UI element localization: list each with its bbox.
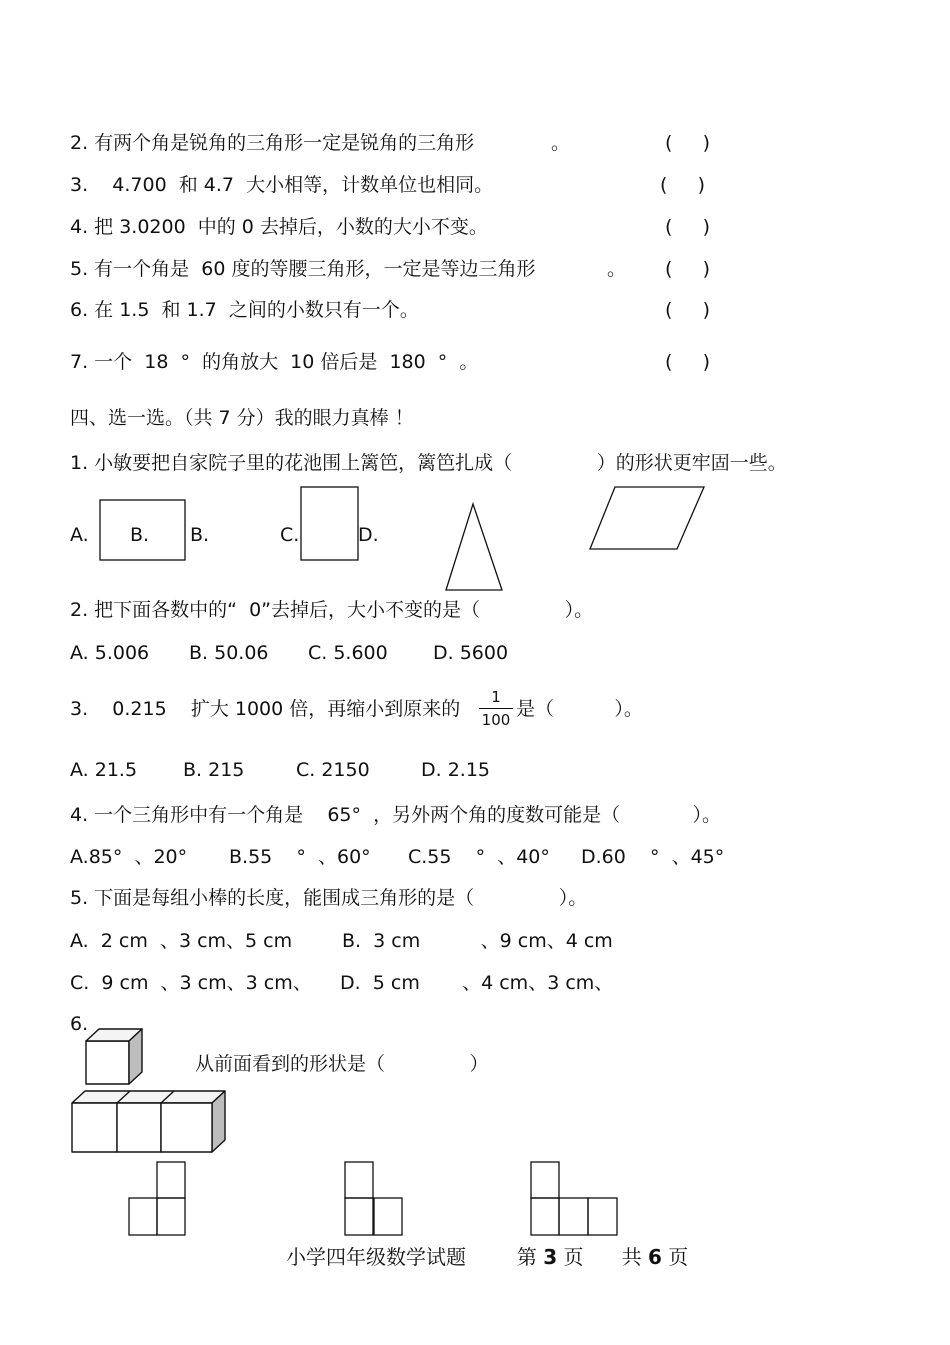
judge-q6-text: 6. 在 1.5 和 1.7 之间的小数只有一个。 bbox=[70, 299, 419, 321]
footer bbox=[286, 1241, 688, 1270]
choice-q2-option-b[interactable]: B. 50.06 bbox=[189, 642, 269, 664]
choice-q1-option-a[interactable]: A. bbox=[70, 524, 89, 546]
footer-title: 小学四年级数学试题 bbox=[286, 1245, 466, 1269]
choice-q6-number: 6. bbox=[70, 1013, 89, 1035]
footer-page-post: 页 bbox=[557, 1245, 584, 1269]
choice-q5-text: 5. 下面是每组小棒的长度，能围成三角形的是（ ）。 bbox=[70, 887, 588, 909]
section-4-heading: 四、选一选。（共 7 分）我的眼力真棒 ！ bbox=[70, 407, 414, 429]
parallelogram-figure bbox=[588, 485, 706, 551]
choice-q5-option-d[interactable]: D. 5 cm 、4 cm、3 cm、 bbox=[340, 972, 614, 994]
judge-q5-answer-paren[interactable]: ( ) bbox=[665, 258, 711, 280]
choice-q4-option-a[interactable]: A.85° 、20° bbox=[70, 846, 188, 868]
fraction-one-hundredth bbox=[479, 688, 513, 729]
fraction-bar bbox=[479, 708, 513, 709]
footer-page-pre: 第 bbox=[516, 1245, 544, 1269]
judge-q3-answer-paren[interactable]: ( ) bbox=[660, 174, 706, 196]
choice-q3-option-b[interactable]: B. 215 bbox=[183, 759, 245, 781]
judge-q4-answer-paren[interactable]: ( ) bbox=[665, 216, 711, 238]
choice-q3-option-d[interactable]: D. 2.15 bbox=[421, 759, 491, 781]
footer-total-post: 页 bbox=[661, 1245, 689, 1269]
footer-total-pages: 6 bbox=[648, 1245, 662, 1269]
judge-q5-end: 。 bbox=[607, 258, 627, 280]
choice-q1-text: 1. 小敏要把自家院子里的花池围上篱笆，篱笆扎成（ ）的形状更牢固一些。 bbox=[70, 452, 787, 474]
choice-q5-option-a[interactable]: A. 2 cm 、3 cm、5 cm bbox=[70, 930, 293, 952]
footer-page-number: 3 bbox=[543, 1245, 558, 1269]
fraction-denominator: 100 bbox=[481, 711, 511, 729]
choice-q5-option-c[interactable]: C. 9 cm 、3 cm、3 cm、 bbox=[70, 972, 312, 994]
judge-q6-answer-paren[interactable]: ( ) bbox=[665, 299, 711, 321]
choice-q1-option-d[interactable]: D. bbox=[358, 524, 379, 546]
judge-q7-answer-paren[interactable]: ( ) bbox=[665, 351, 711, 373]
choice-q4-option-c[interactable]: C.55 ° 、40° bbox=[408, 846, 550, 868]
cube-stack-figure bbox=[70, 1026, 230, 1156]
choice-q2-option-c[interactable]: C. 5.600 bbox=[308, 642, 388, 664]
choice-q3-option-c[interactable]: C. 2150 bbox=[296, 759, 370, 781]
choice-q2-option-a[interactable]: A. 5.006 bbox=[70, 642, 150, 664]
choice-q1-option-b-inner[interactable]: B. bbox=[130, 524, 150, 546]
choice-q5-option-b[interactable]: B. 3 cm 、9 cm、4 cm bbox=[342, 930, 613, 952]
judge-q2-answer-paren[interactable]: ( ) bbox=[665, 132, 711, 154]
choice-q3-option-a[interactable]: A. 21.5 bbox=[70, 759, 138, 781]
judge-q3-text: 3. 4.700 和 4.7 大小相等，计数单位也相同。 bbox=[70, 174, 494, 196]
choice-q2-text: 2. 把下面各数中的“ 0”去掉后，大小不变的是（ ）。 bbox=[70, 599, 594, 621]
view-option-2-figure[interactable] bbox=[344, 1161, 404, 1237]
isosceles-triangle-figure bbox=[444, 502, 506, 592]
view-option-3-figure[interactable] bbox=[530, 1161, 620, 1237]
footer-total-pre: 共 bbox=[621, 1245, 649, 1269]
choice-q4-option-d[interactable]: D.60 ° 、45° bbox=[581, 846, 725, 868]
choice-q2-option-d[interactable]: D. 5600 bbox=[433, 642, 509, 664]
judge-q2-end: 。 bbox=[551, 132, 571, 154]
choice-q1-option-c[interactable]: C. bbox=[280, 524, 300, 546]
judge-q2-text: 2. 有两个角是锐角的三角形一定是锐角的三角形 bbox=[70, 132, 475, 154]
choice-q3-text: 3. 0.215 扩大 1000 倍，再缩小到原来的 bbox=[70, 698, 461, 720]
judge-q5-text: 5. 有一个角是 60 度的等腰三角形，一定是等边三角形 bbox=[70, 258, 536, 280]
choice-q1-option-b[interactable]: B. bbox=[190, 524, 210, 546]
view-option-1-figure[interactable] bbox=[128, 1161, 188, 1237]
judge-q4-text: 4. 把 3.0200 中的 0 去掉后，小数的大小不变。 bbox=[70, 216, 488, 238]
judge-q7-text: 7. 一个 18 ° 的角放大 10 倍后是 180 ° 。 bbox=[70, 351, 479, 373]
fraction-numerator: 1 bbox=[491, 688, 501, 706]
choice-q6-text: 从前面看到的形状是（ ） bbox=[195, 1053, 489, 1075]
choice-q4-text: 4. 一个三角形中有一个角是 65° ，另外两个角的度数可能是（ ）。 bbox=[70, 804, 722, 826]
choice-q3-text-after: 是（ ）。 bbox=[516, 698, 643, 720]
square-figure bbox=[300, 486, 360, 562]
choice-q4-option-b[interactable]: B.55 ° 、60° bbox=[229, 846, 371, 868]
